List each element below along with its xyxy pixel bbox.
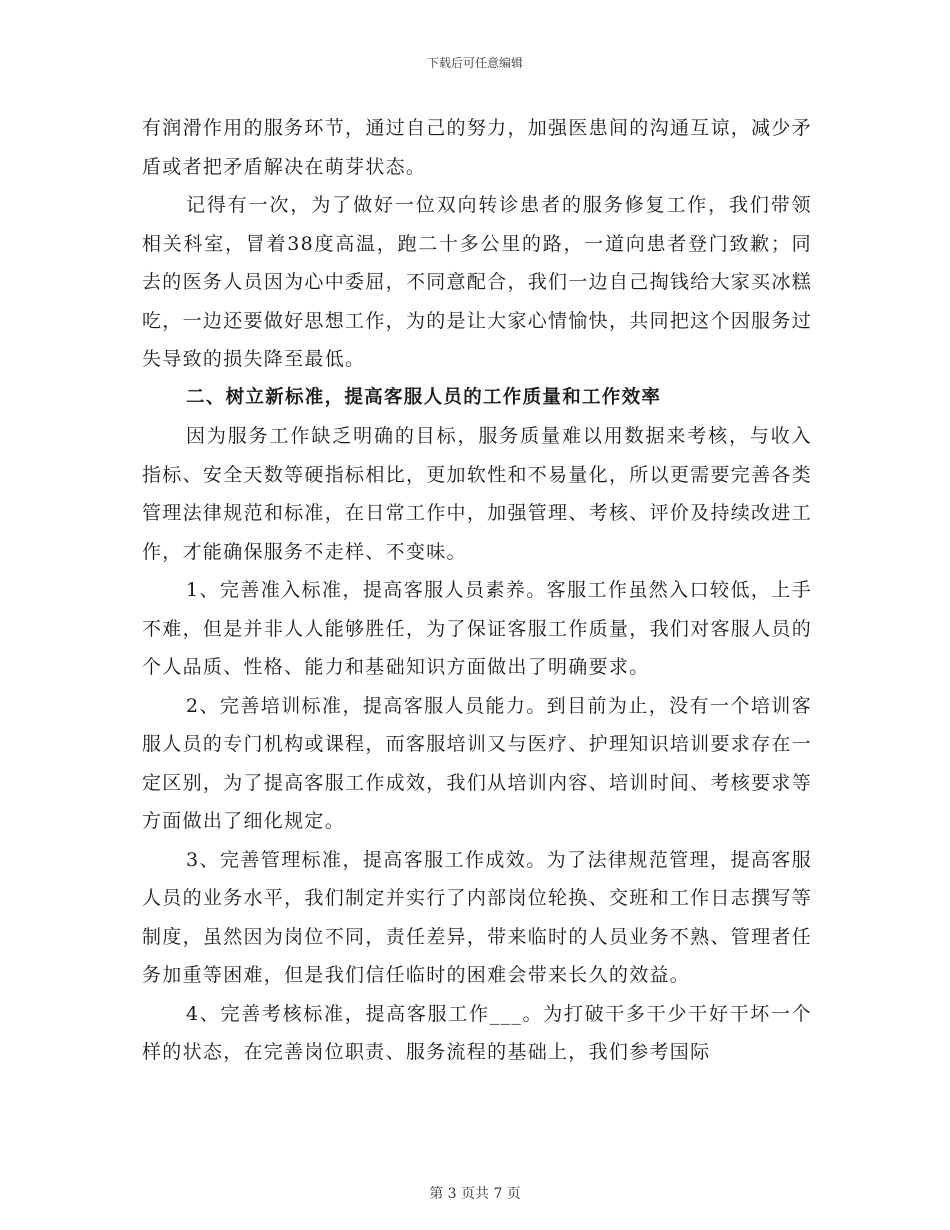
paragraph: 4、完善考核标准，提高客服工作___。为打破干多干少干好干坏一个样的状态，在完善岗位职责、服务流程的基础上，我们参考国际	[142, 1002, 812, 1063]
section-heading: 二、树立新标准，提高客服人员的工作质量和工作效率	[186, 386, 662, 408]
paragraph: 3、完善管理标准，提高客服工作成效。为了法律规范管理，提高客服人员的业务水平，我们制定并实行了内部岗位轮换、交班和工作日志撰写等制度，虽然因为岗位不同，责任差异，带来临时的人员业务不熟、管理者任务加重等困难，但是我们信任临时的困难会带来长久的效益。	[142, 848, 812, 986]
paragraph: 记得有一次，为了做好一位双向转诊患者的服务修复工作，我们带领相关科室，冒着38度高温，跑二十多公里的路，一道向患者登门致歉；同去的医务人员因为心中委屈，不同意配合，我们一边自己掏钱给大家买冰糕吃，一边还要做好思想工作，为的是让大家心情愉快，共同把这个因服务过失导致的损失降至最低。	[142, 194, 812, 370]
page-header: 下载后可任意编辑	[426, 56, 523, 70]
paragraph: 2、完善培训标准，提高客服人员能力。到目前为止，没有一个培训客服人员的专门机构或课程，而客服培训又与医疗、护理知识培训要求存在一定区别，为了提高客服工作成效，我们从培训内容、培训时间、考核要求等方面做出了细化规定。	[142, 694, 812, 832]
page-footer: 第 3 页共 7 页	[429, 1186, 521, 1202]
document-body	[142, 109, 812, 1072]
paragraph: 1、完善准入标准，提高客服人员素养。客服工作虽然入口较低，上手不难，但是并非人人能够胜任，为了保证客服工作质量，我们对客服人员的个人品质、性格、能力和基础知识方面做出了明确要求。	[142, 579, 812, 678]
paragraph: 因为服务工作缺乏明确的目标，服务质量难以用数据来考核，与收入指标、安全天数等硬指标相比，更加软性和不易量化，所以更需要完善各类管理法律规范和标准，在日常工作中，加强管理、考核、评价及持续改进工作，才能确保服务不走样、不变味。	[142, 425, 812, 563]
paragraph: 有润滑作用的服务环节，通过自己的努力，加强医患间的沟通互谅，减少矛盾或者把矛盾解决在萌芽状态。	[142, 117, 812, 178]
